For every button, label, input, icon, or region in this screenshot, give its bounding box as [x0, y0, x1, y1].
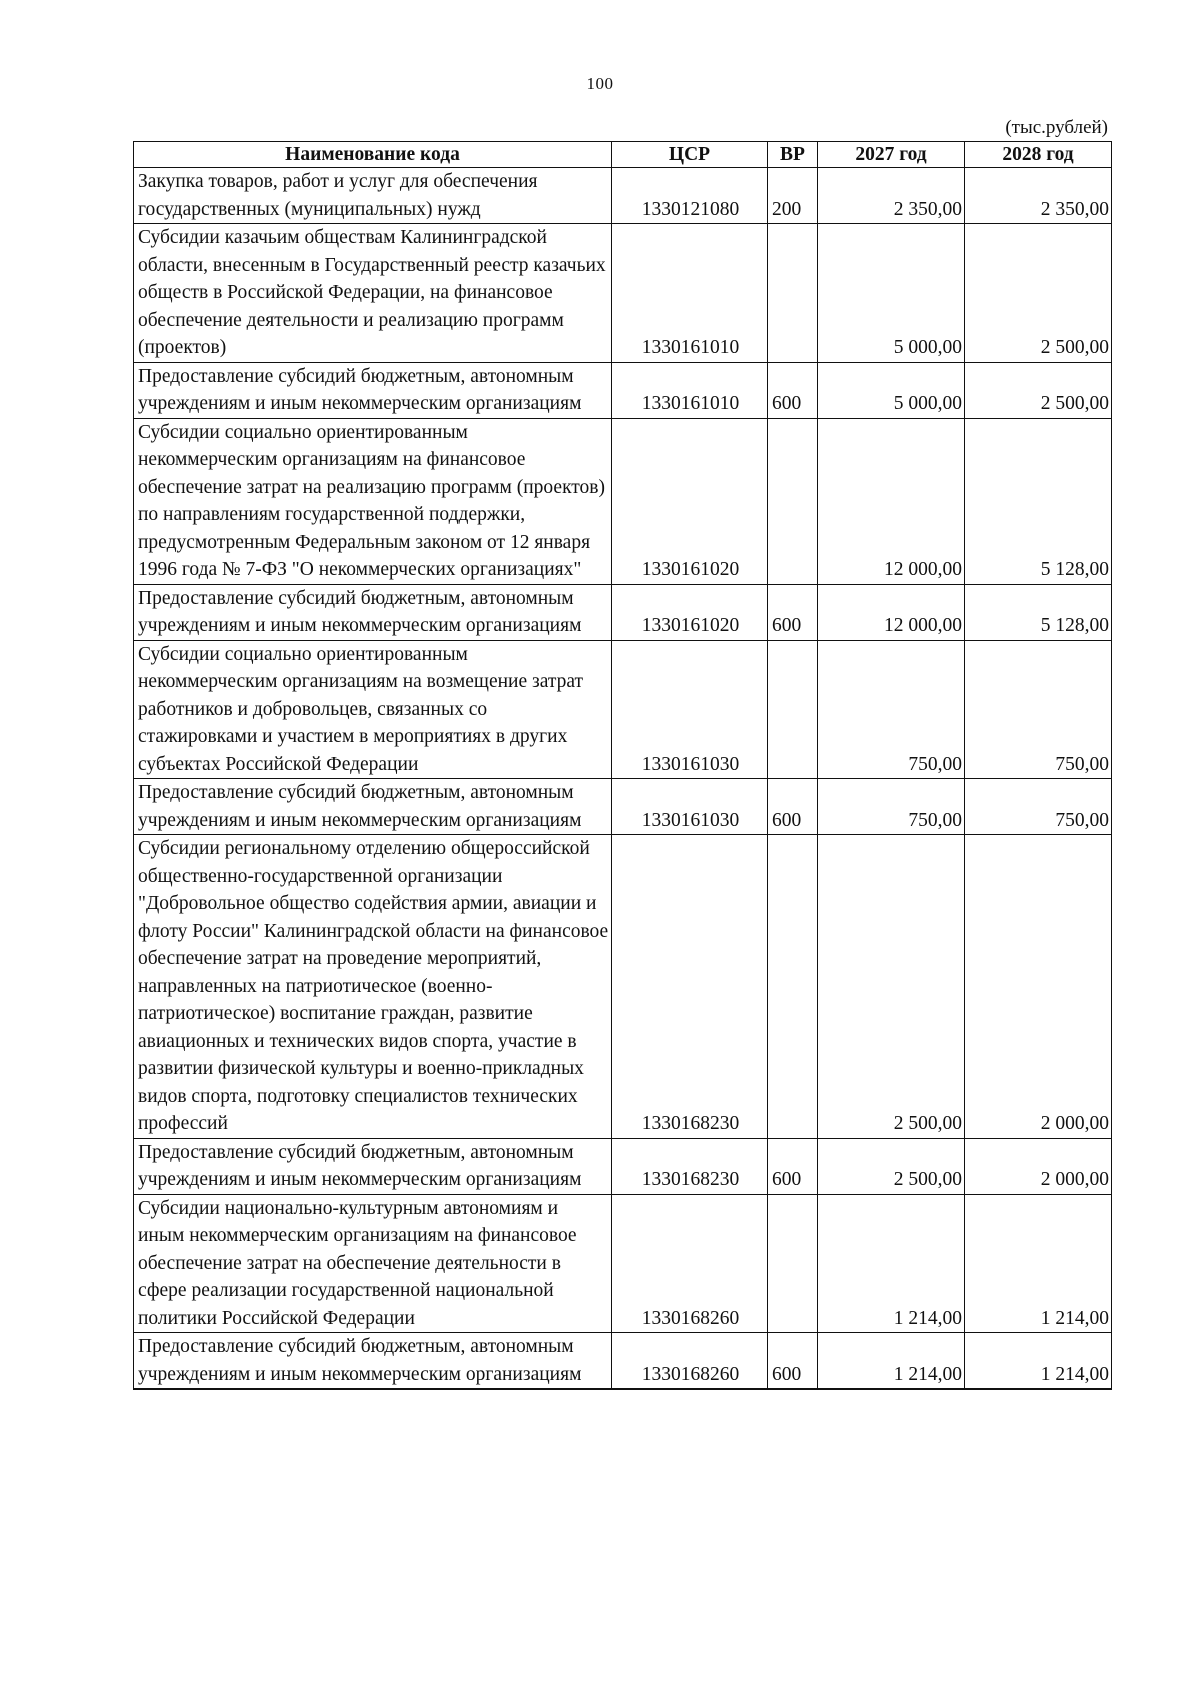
cell-2028: 2 350,00 [965, 168, 1112, 224]
cell-2028: 750,00 [965, 640, 1112, 779]
cell-vr: 600 [768, 1138, 818, 1194]
cell-csr: 1330168230 [612, 1138, 768, 1194]
cell-2027: 2 500,00 [818, 835, 965, 1139]
cell-vr: 600 [768, 1333, 818, 1390]
table-row [134, 1138, 1112, 1194]
cell-vr: 600 [768, 584, 818, 640]
cell-vr [768, 835, 818, 1139]
cell-2027: 12 000,00 [818, 584, 965, 640]
cell-name: Субсидии социально ориентированным некоммерческим организациям на финансовое обеспечение затрат на реализацию программ (проектов) по направлениям государственной поддержки, предусмотренным Федеральным законом от 12 января 1996 года № 7-ФЗ "О некоммерческих организациях" [134, 418, 612, 584]
cell-vr: 600 [768, 779, 818, 835]
cell-2027: 1 214,00 [818, 1333, 965, 1390]
cell-name: Предоставление субсидий бюджетным, автономным учреждениям и иным некоммерческим организациям [134, 584, 612, 640]
cell-csr: 1330161020 [612, 418, 768, 584]
cell-2027: 5 000,00 [818, 362, 965, 418]
header-year-2027: 2027 год [818, 142, 965, 168]
cell-name: Предоставление субсидий бюджетным, автономным учреждениям и иным некоммерческим организациям [134, 1138, 612, 1194]
cell-vr [768, 1194, 818, 1333]
units-label: (тыс.рублей) [1005, 117, 1108, 138]
cell-name: Закупка товаров, работ и услуг для обеспечения государственных (муниципальных) нужд [134, 168, 612, 224]
cell-csr: 1330121080 [612, 168, 768, 224]
cell-2028: 2 000,00 [965, 835, 1112, 1139]
cell-2028: 750,00 [965, 779, 1112, 835]
cell-2027: 5 000,00 [818, 224, 965, 363]
cell-2027: 12 000,00 [818, 418, 965, 584]
cell-csr: 1330161030 [612, 640, 768, 779]
table-row [134, 168, 1112, 224]
table-row [134, 418, 1112, 584]
budget-table [133, 141, 1112, 1390]
cell-2027: 1 214,00 [818, 1194, 965, 1333]
header-csr: ЦСР [612, 142, 768, 168]
cell-vr [768, 640, 818, 779]
cell-2027: 2 500,00 [818, 1138, 965, 1194]
cell-2027: 2 350,00 [818, 168, 965, 224]
table-row [134, 1333, 1112, 1390]
cell-csr: 1330168230 [612, 835, 768, 1139]
cell-name: Предоставление субсидий бюджетным, автономным учреждениям и иным некоммерческим организациям [134, 1333, 612, 1390]
table-row [134, 584, 1112, 640]
cell-name: Субсидии казачьим обществам Калининградской области, внесенным в Государственный реестр казачьих обществ в Российской Федерации, на финансовое обеспечение деятельности и реализацию программ (проектов) [134, 224, 612, 363]
cell-2028: 2 500,00 [965, 224, 1112, 363]
table-row [134, 640, 1112, 779]
cell-name: Субсидии социально ориентированным некоммерческим организациям на возмещение затрат работников и добровольцев, связанных со стажировками и участием в мероприятиях в других субъектах Российской Федерации [134, 640, 612, 779]
cell-csr: 1330168260 [612, 1333, 768, 1390]
table-header-row [134, 142, 1112, 168]
cell-csr: 1330161030 [612, 779, 768, 835]
cell-csr: 1330161020 [612, 584, 768, 640]
cell-name: Субсидии национально-культурным автономиям и иным некоммерческим организациям на финансовое обеспечение затрат на обеспечение деятельности в сфере реализации государственной национальной политики Российской Федерации [134, 1194, 612, 1333]
cell-2028: 5 128,00 [965, 418, 1112, 584]
cell-2028: 5 128,00 [965, 584, 1112, 640]
cell-csr: 1330161010 [612, 224, 768, 363]
page-number: 100 [586, 74, 614, 93]
cell-vr: 600 [768, 362, 818, 418]
header-year-2028: 2028 год [965, 142, 1112, 168]
cell-2027: 750,00 [818, 779, 965, 835]
cell-csr: 1330161010 [612, 362, 768, 418]
cell-vr [768, 224, 818, 363]
cell-vr [768, 418, 818, 584]
cell-name: Субсидии региональному отделению общероссийской общественно-государственной организации "Добровольное общество содействия армии, авиации и флоту России" Калининградской области на финансовое обеспечение затрат на проведение мероприятий, направленных на патриотическое (военно-патриотическое) воспитание граждан, развитие авиационных и технических видов спорта, участие в развитии физической культуры и военно-прикладных видов спорта, подготовку специалистов технических профессий [134, 835, 612, 1139]
cell-name: Предоставление субсидий бюджетным, автономным учреждениям и иным некоммерческим организациям [134, 362, 612, 418]
cell-2027: 750,00 [818, 640, 965, 779]
cell-2028: 1 214,00 [965, 1194, 1112, 1333]
cell-2028: 2 500,00 [965, 362, 1112, 418]
cell-2028: 1 214,00 [965, 1333, 1112, 1390]
header-vr: ВР [768, 142, 818, 168]
header-name: Наименование кода [134, 142, 612, 168]
table-row [134, 835, 1112, 1139]
table-row [134, 224, 1112, 363]
table-row [134, 362, 1112, 418]
cell-name: Предоставление субсидий бюджетным, автономным учреждениям и иным некоммерческим организациям [134, 779, 612, 835]
cell-csr: 1330168260 [612, 1194, 768, 1333]
table-row [134, 779, 1112, 835]
cell-vr: 200 [768, 168, 818, 224]
cell-2028: 2 000,00 [965, 1138, 1112, 1194]
table-row [134, 1194, 1112, 1333]
